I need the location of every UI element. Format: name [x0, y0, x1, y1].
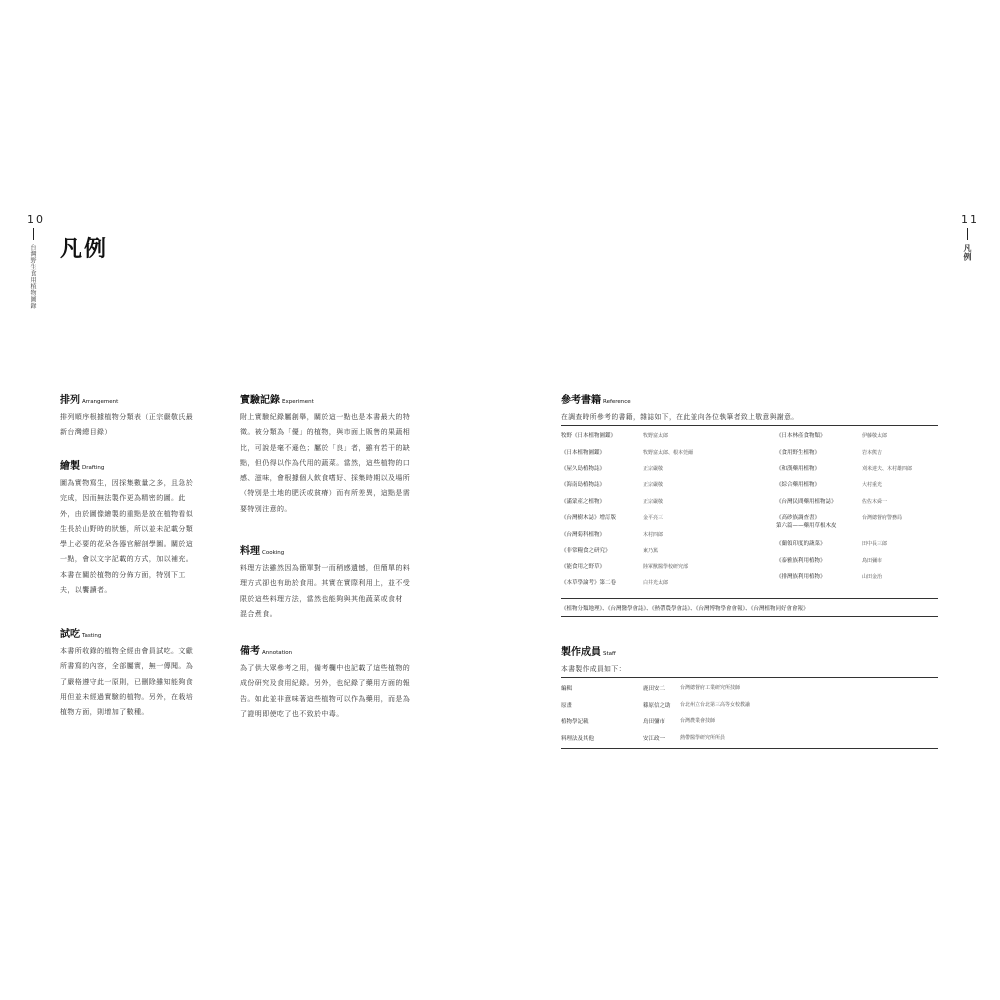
ref-title: 《排灣族利用植物》: [776, 574, 826, 580]
right-running-head: 凡例: [963, 244, 972, 261]
ref-author: 田中長三郎: [862, 541, 888, 547]
staff-name: 安江政一: [643, 736, 666, 742]
ref-author: 正宗嚴敬: [643, 482, 664, 488]
ref-author: 陸軍獸醫學校研究部: [643, 564, 689, 570]
body-line: 料理方法雖然因為簡單對一而稍感遺憾，但簡單的料: [240, 564, 411, 572]
section-heading: [60, 625, 225, 640]
section-title: 料理: [240, 546, 260, 557]
ref-title: 《滿蒙產之植物》: [561, 499, 606, 505]
section-title: 排列: [60, 395, 80, 406]
body-line: 新台灣總目錄）: [60, 428, 112, 437]
left-page-number: 10: [27, 213, 45, 226]
section-heading: [240, 391, 455, 406]
ref-author: 刈米達夫、木村雄四郎: [862, 466, 913, 472]
ref-title: 《海南島植物誌》: [561, 482, 606, 488]
ref-title: 《泰雅族利用植物》: [776, 558, 826, 564]
staff-affiliation: 台灣總督府工業研究所技師: [680, 685, 741, 691]
body-line: 了證明即使吃了也不致於中毒。: [240, 709, 344, 718]
body-line: 徵。被分類為「優」的植物，與市面上販售的果蔬相: [240, 428, 411, 437]
body-line: 外，由於圖像繪製的重點是放在植物看似: [60, 509, 194, 518]
ref-title-continued: 第六篇——藥用草根木皮: [776, 523, 837, 529]
body-line: 學上必要的花朵各器官解剖學圖。關於這: [60, 540, 194, 549]
references-intro: 在調查時所參考的書籍，雜誌如下，在此並向各位執筆者致上敬意與謝意。: [561, 413, 799, 421]
ref-title: 《日本林產食物類》: [776, 433, 826, 439]
ref-title: 牧野《日本植物圖鑑》: [561, 433, 617, 439]
section-title: 備考: [240, 646, 260, 657]
ref-author: 白井光太郎: [643, 580, 669, 586]
body-line: 感、滋味，會根據個人飲食嗜好、採集時期以及場所: [240, 474, 411, 483]
section-cooking: [240, 542, 455, 622]
body-line: 圖為實物寫生，因採集數量之多，且急於: [60, 479, 194, 487]
section-title: 參考書籍: [561, 395, 601, 406]
body-line: （特別是土地的肥沃或貧瘠）而有所差異，這點是需: [240, 489, 411, 498]
ref-author: 伊藤敬太郎: [862, 433, 888, 439]
section-title-en: Arrangement: [82, 399, 119, 405]
ref-title: 《蘭領印度的蔬菜》: [776, 541, 826, 547]
body-line: 理方式卻也有助於食用。其實在實際利用上，並不受: [240, 579, 411, 588]
section-heading: [60, 391, 225, 406]
body-line: 成份研究及食用紀錄。另外，也紀錄了藥用方面的報: [240, 679, 411, 688]
body-line: 混合煮食。: [240, 609, 277, 618]
staff-name: 鳥田彌市: [643, 719, 666, 725]
ref-author: 木村四郎: [643, 532, 664, 538]
references-mid-rule: [561, 598, 938, 599]
section-heading: [561, 391, 938, 406]
ref-author: 東乃篤: [643, 548, 659, 554]
body-line: 用但並未經過實驗的植物。另外，在栽培: [60, 692, 194, 701]
staff-role: 植物學記載: [561, 719, 589, 725]
ref-title: 《本草學論考》第二卷: [561, 580, 617, 586]
ref-title: 《綜合藥用植物》: [776, 482, 821, 488]
section-heading: [60, 457, 225, 472]
body-line: 告。如此並非意味著這些植物可以作為藥用，而是為: [240, 694, 411, 703]
ref-author: 正宗嚴敬: [643, 499, 664, 505]
references-top-rule: [561, 425, 938, 426]
references-bottom-rule: [561, 616, 938, 617]
ref-author: 山田金治: [862, 574, 883, 580]
staff-role: 料理法及其他: [561, 736, 595, 742]
body-line: 為了供大眾參考之用，備考欄中也記載了這些植物的: [240, 664, 411, 672]
ref-title: 《日本植物圖鑑》: [561, 450, 606, 456]
section-title-en: Reference: [603, 399, 631, 405]
ref-author: 鳥田彌市: [862, 558, 883, 564]
body-line: 附上實驗紀錄屬創舉，關於這一點也是本書最大的特: [240, 413, 411, 421]
section-experiment: [240, 391, 455, 517]
staff-role: 原畫: [561, 703, 573, 709]
section-title: 實驗記錄: [240, 395, 280, 406]
ref-author: 大村重光: [862, 482, 883, 488]
section-body: [60, 410, 225, 441]
staff-affiliation: 熱帶醫學研究所所員: [680, 735, 726, 741]
section-body: [240, 410, 455, 517]
section-heading: [240, 542, 455, 557]
ref-author: 正宗嚴敬: [643, 466, 664, 472]
section-title-en: Annotation: [262, 650, 293, 656]
staff-affiliation: 台灣農業會技師: [680, 718, 716, 724]
left-running-head: 台灣野生食用植物圖錄: [29, 244, 36, 309]
ref-author: 金平亮三: [643, 515, 664, 521]
section-annotation: [240, 642, 455, 722]
staff-name: 鹿田安二: [643, 686, 666, 692]
section-body: [60, 644, 225, 720]
ref-title: 《台灣民間藥用植物誌》: [776, 499, 837, 505]
ref-author: 牧野富太郎: [643, 433, 669, 439]
body-line: 一點，會以文字記載的方式，加以補充。: [60, 555, 194, 564]
section-heading: [240, 642, 455, 657]
staff-role: 編輯: [561, 686, 573, 692]
ref-title: 《屋久島植物誌》: [561, 466, 606, 472]
section-title: 試吃: [60, 629, 80, 640]
staff-intro: 本書製作成員如下：: [561, 665, 626, 673]
staff-top-rule: [561, 677, 938, 678]
section-references: [561, 391, 938, 425]
section-title: 繪製: [60, 461, 80, 472]
ref-title: 《和漢藥用植物》: [776, 466, 821, 472]
body-line: 所書寫的內容，全部屬實，無一傳聞。為: [60, 662, 194, 671]
body-line: 植物方面，則增加了數種。: [60, 708, 149, 717]
section-drafting: [60, 457, 225, 598]
ref-author: 台灣總督府警務局: [862, 515, 903, 521]
right-page-number: 11: [961, 213, 979, 226]
body-line: 了嚴格遵守此一原則，已刪除雖知能夠食: [60, 677, 194, 686]
section-body: [240, 661, 455, 722]
staff-name: 篠原信之助: [643, 703, 671, 709]
section-title: 製作成員: [561, 647, 601, 658]
body-line: 排列順序根據植物分類表（正宗嚴敬氏最: [60, 413, 194, 421]
section-title-en: Staff: [603, 651, 616, 657]
ref-title: 《非常糧食之研究》: [561, 548, 611, 554]
ref-author: 岩本熊吉: [862, 450, 883, 456]
staff-affiliation: 台北州立台北第三高等女校教諭: [680, 702, 751, 708]
section-title-en: Drafting: [82, 465, 105, 471]
body-line: 完成，因而無法製作更為精密的圖。此: [60, 494, 186, 503]
section-tasting: [60, 625, 225, 720]
section-heading: [561, 643, 938, 658]
body-line: 要特別注意的。: [240, 504, 292, 513]
right-page-rule: [967, 228, 968, 240]
references-journals: 《植物分類地理》、《台灣醫學會誌》、《熱帶農學會誌》、《台灣博物學會會報》、《台灣植物同好會會報》: [561, 606, 809, 612]
body-line: 夫，以饗讀者。: [60, 586, 112, 595]
ref-title: 《食用野生植物》: [776, 450, 821, 456]
ref-title: 《能食用之野草》: [561, 564, 606, 570]
section-body: [240, 561, 455, 622]
section-staff: [561, 643, 938, 677]
ref-title: 《台灣菊科植物》: [561, 532, 606, 538]
body-line: 本書所收錄的植物全經由會員試吃。文獻: [60, 647, 194, 655]
ref-author: 佐佐木舜一: [862, 499, 888, 505]
section-title-en: Tasting: [82, 633, 102, 639]
ref-title: 《台灣樹木誌》增訂版: [561, 515, 617, 521]
section-arrangement: [60, 391, 225, 441]
left-page-rule: [33, 228, 34, 240]
body-line: 本書在關於植物的分佈方面，特別下工: [60, 570, 186, 579]
page-title: 凡例: [60, 237, 109, 262]
section-title-en: Experiment: [282, 399, 314, 405]
body-line: 生長於山野時的狀態，所以並未記載分類: [60, 524, 194, 533]
body-line: 比，可說是毫不遜色；屬於「良」者，雖有若干的缺: [240, 443, 411, 452]
ref-title: 《高砂族調查書》: [776, 515, 821, 521]
section-title-en: Cooking: [262, 550, 285, 556]
ref-author: 牧野富太郎、根本莞爾: [643, 450, 694, 456]
body-line: 點，但仍得以作為代用的蔬菜。當然，這些植物的口: [240, 458, 411, 467]
staff-bottom-rule: [561, 748, 938, 749]
body-line: 限於這些料理方法，當然也能夠與其他蔬菜或食材: [240, 594, 403, 603]
section-body: [60, 476, 225, 598]
